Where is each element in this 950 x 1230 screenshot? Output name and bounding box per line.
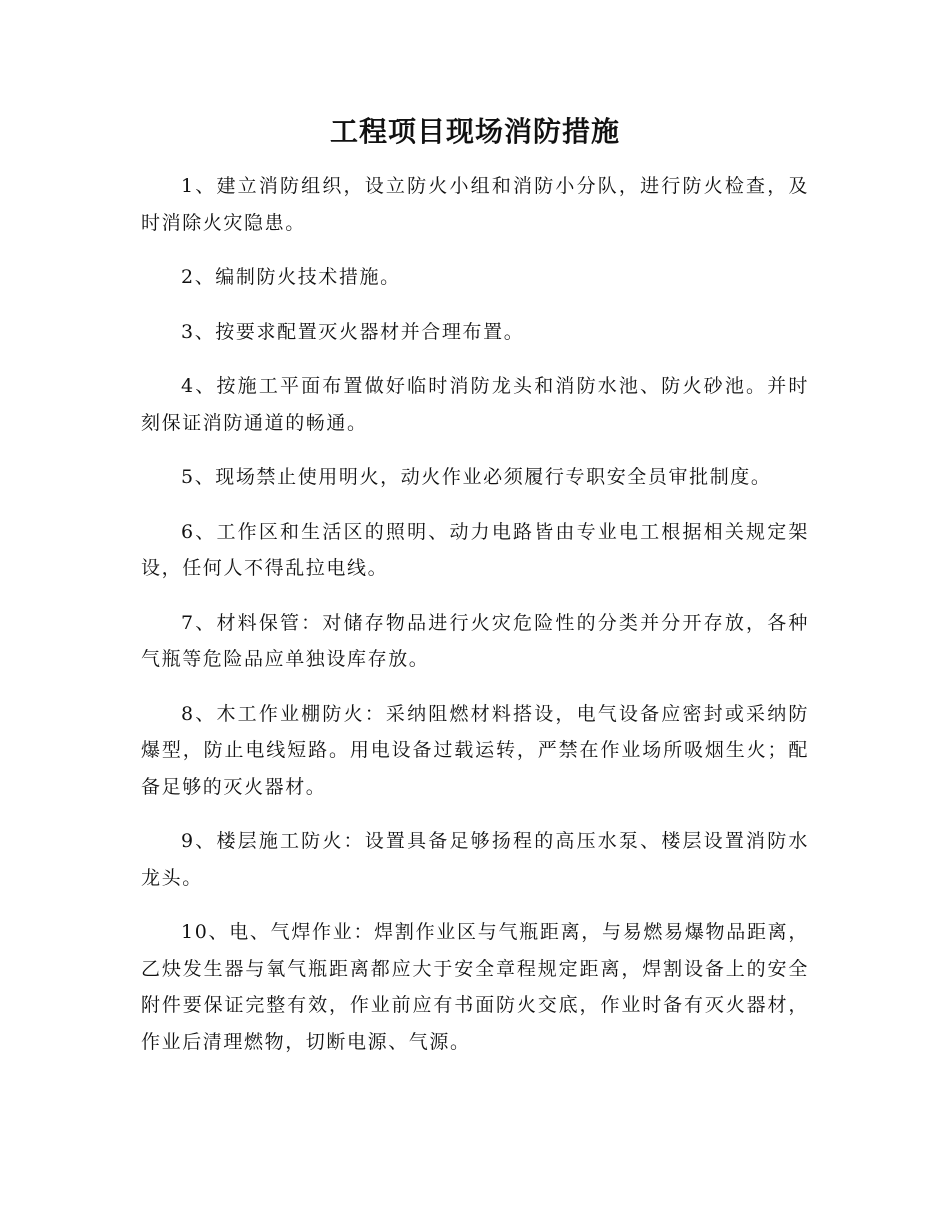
paragraph-2: 2、编制防火技术措施。 [181,266,401,288]
paragraph-7: 7、材料保管：对储存物品进行火灾危险性的分类并分开存放，各种气瓶等危险品应单独设库存放。 [141,611,809,670]
paragraph-9: 9、楼层施工防火：设置具备足够扬程的高压水泵、楼层设置消防水龙头。 [141,830,809,889]
paragraph-4: 4、按施工平面布置做好临时消防龙头和消防水池、防火砂池。并时刻保证消防通道的畅通。 [141,375,809,434]
paragraph-1: 1、建立消防组织，设立防火小组和消防小分队，进行防火检查，及时消除火灾隐患。 [141,175,809,234]
paragraph-6: 6、工作区和生活区的照明、动力电路皆由专业电工根据相关规定架设，任何人不得乱拉电线。 [141,520,809,579]
document-body [141,168,809,1078]
document-title: 工程项目现场消防措施 [329,115,620,148]
paragraph-10: 10、电、气焊作业：焊割作业区与气瓶距离，与易燃易爆物品距离，乙炔发生器与氧气瓶距离都应大于安全章程规定距离，焊割设备上的安全附件要保证完整有效，作业前应有书面防火交底，作业时备有灭火器材，作业后清理燃物，切断电源、气源。 [141,921,809,1053]
paragraph-8: 8、木工作业棚防火：采纳阻燃材料搭设，电气设备应密封或采纳防爆型，防止电线短路。用电设备过载运转，严禁在作业场所吸烟生火；配备足够的灭火器材。 [141,702,809,798]
paragraph-5: 5、现场禁止使用明火，动火作业必须履行专职安全员审批制度。 [181,466,772,488]
paragraph-3: 3、按要求配置灭火器材并合理布置。 [181,320,525,343]
